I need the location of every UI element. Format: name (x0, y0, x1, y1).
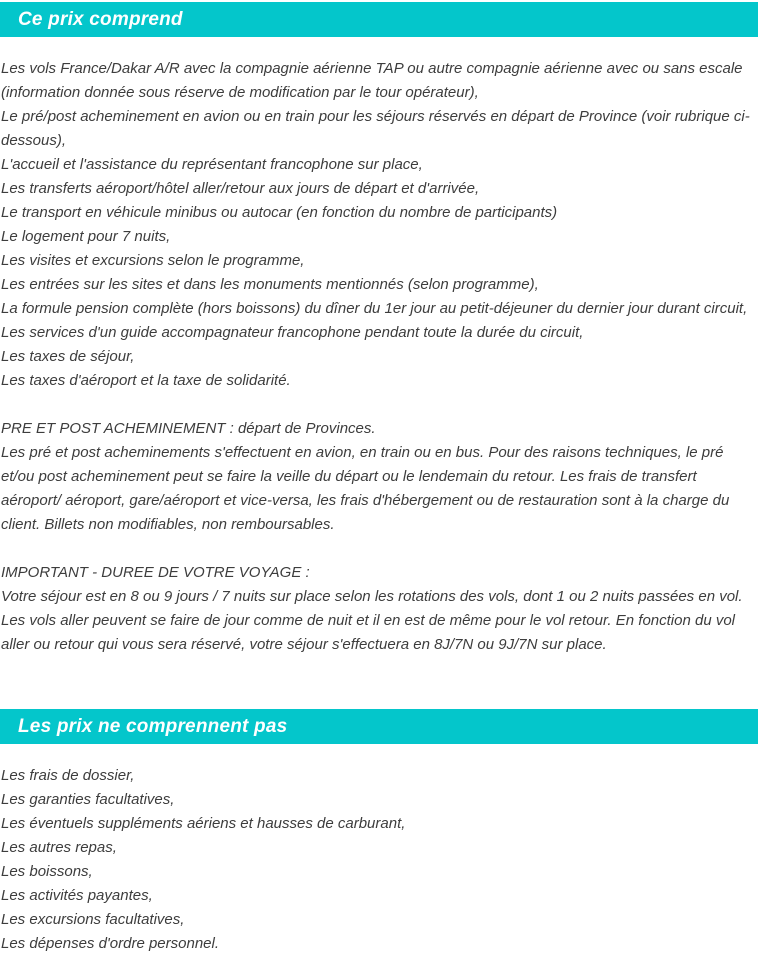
included-item: Les vols France/Dakar A/R avec la compagnie aérienne TAP ou autre compagnie aérienne avec ou sans escale (information donnée sous réserve de modification par le tour opérateur), (1, 60, 743, 101)
not-included-item: Les autres repas, (1, 839, 117, 856)
included-item: Le logement pour 7 nuits, (1, 228, 171, 245)
important-text: Votre séjour est en 8 ou 9 jours / 7 nuits sur place selon les rotations des vols, dont 1 ou 2 nuits passées en vol. Les vols aller peuvent se faire de jour comme de nuit et il en est de même pour le vol retour. En fonction du vol aller ou retour qui vous sera réservé, votre séjour s'effectuera en 8J/7N ou 9J/7N sur place. (1, 588, 743, 653)
not-included-item: Les excursions facultatives, (1, 911, 185, 928)
included-item: Les services d'un guide accompagnateur francophone pendant toute la durée du circuit, (1, 324, 584, 341)
pre-post-text: Les pré et post acheminements s'effectuent en avion, en train ou en bus. Pour des raisons techniques, le pré et/ou post acheminement peut se faire la veille du départ ou le lendemain du retour. Les frais de transfert aéroport/ aéroport, gare/aéroport et vice-versa, les frais d'hébergement ou de restauration sont à la charge du client. Billets non modifiables, non remboursables. (1, 444, 730, 533)
not-included-item: Les éventuels suppléments aériens et hausses de carburant, (1, 815, 406, 832)
included-item: La formule pension complète (hors boissons) du dîner du 1er jour au petit-déjeuner du dernier jour durant circuit, (1, 300, 748, 317)
not-included-item: Les activités payantes, (1, 887, 153, 904)
section-price-not-included (0, 709, 758, 974)
section-included-title: Ce prix comprend (18, 8, 183, 30)
included-item: L'accueil et l'assistance du représentant francophone sur place, (1, 156, 423, 173)
not-included-item: Les garanties facultatives, (1, 791, 175, 808)
section-not-included-header (0, 709, 758, 744)
included-item: Les entrées sur les sites et dans les monuments mentionnés (selon programme), (1, 276, 539, 293)
section-not-included-body (0, 744, 758, 974)
included-item: Les taxes de séjour, (1, 348, 135, 365)
important-heading: IMPORTANT - DUREE DE VOTRE VOYAGE : (1, 564, 310, 581)
section-included-body (0, 37, 758, 707)
included-item: Le pré/post acheminement en avion ou en train pour les séjours réservés en départ de Province (voir rubrique ci-dessous), (1, 108, 750, 149)
page (0, 2, 758, 974)
included-item: Le transport en véhicule minibus ou autocar (en fonction du nombre de participants) (1, 204, 558, 221)
pre-post-heading: PRE ET POST ACHEMINEMENT : départ de Provinces. (1, 420, 376, 437)
not-included-item: Les frais de dossier, (1, 767, 135, 784)
section-price-included (0, 2, 758, 707)
included-item: Les taxes d'aéroport et la taxe de solidarité. (1, 372, 291, 389)
section-not-included-title: Les prix ne comprennent pas (18, 715, 288, 737)
not-included-item: Les boissons, (1, 863, 93, 880)
included-item: Les transferts aéroport/hôtel aller/retour aux jours de départ et d'arrivée, (1, 180, 480, 197)
not-included-item: Les dépenses d'ordre personnel. (1, 935, 220, 952)
section-included-header (0, 2, 758, 37)
included-item: Les visites et excursions selon le programme, (1, 252, 305, 269)
